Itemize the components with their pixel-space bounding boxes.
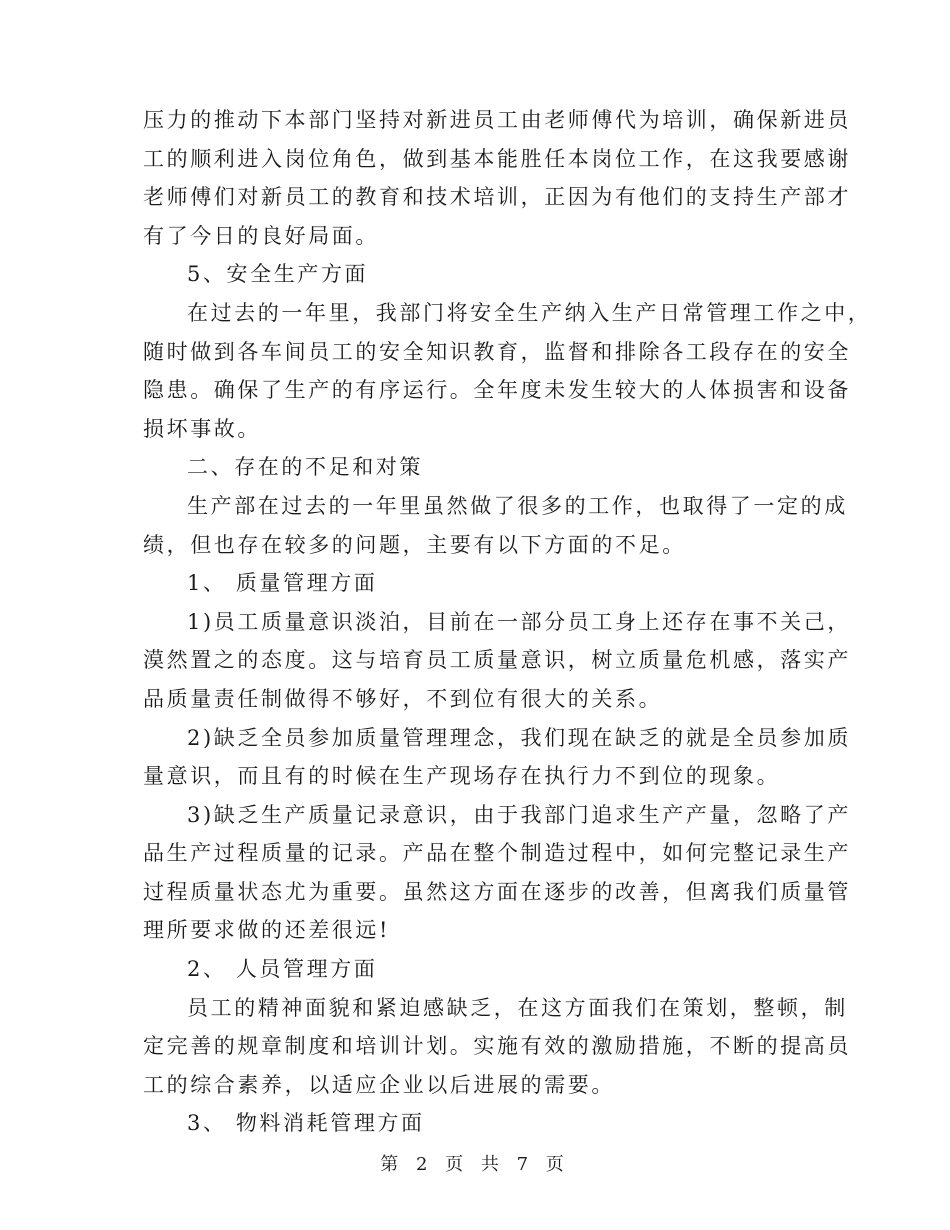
- document-body: [143, 101, 872, 1143]
- text-line: 1)员工质量意识淡泊，目前在一部分员工身上还存在事不关己，: [187, 609, 851, 634]
- text-line: 二、存在的不足和对策: [187, 455, 423, 480]
- text-line: 理所要求做的还差很远!: [143, 918, 391, 943]
- text-line: 漠然置之的态度。这与培育员工质量意识，树立质量危机感，落实产: [143, 648, 851, 673]
- text-line: 5、安全生产方面: [187, 262, 369, 287]
- page-number-footer: 第 2 页 共 7 页: [380, 1154, 570, 1175]
- text-line: 品生产过程质量的记录。产品在整个制造过程中，如何完整记录生产: [143, 841, 851, 866]
- text-line: 在过去的一年里，我部门将安全生产纳入生产日常管理工作之中，: [187, 300, 872, 325]
- text-line: 随时做到各车间员工的安全知识教育，监督和排除各工段存在的安全: [143, 339, 851, 364]
- text-line: 2)缺乏全员参加质量管理理念，我们现在缺乏的就是全员参加质: [187, 725, 851, 750]
- text-line: 损坏事故。: [143, 416, 261, 441]
- text-line: 工的综合素养，以适应企业以后进展的需要。: [143, 1072, 615, 1097]
- text-line: 3、 物料消耗管理方面: [187, 1111, 425, 1136]
- text-line: 老师傅们对新员工的教育和技术培训，正因为有他们的支持生产部才: [143, 185, 851, 210]
- text-line: 3)缺乏生产质量记录意识，由于我部门追求生产产量，忽略了产: [187, 802, 851, 827]
- text-line: 隐患。确保了生产的有序运行。全年度未发生较大的人体损害和设备: [143, 378, 851, 403]
- text-line: 定完善的规章制度和培训计划。实施有效的激励措施，不断的提高员: [143, 1034, 851, 1059]
- text-line: 品质量责任制做得不够好，不到位有很大的关系。: [143, 686, 663, 711]
- text-line: 压力的推动下本部门坚持对新进员工由老师傅代为培训，确保新进员: [143, 108, 851, 132]
- text-line: 绩，但也存在较多的问题，主要有以下方面的不足。: [143, 532, 686, 557]
- text-line: 2、 人员管理方面: [187, 957, 378, 982]
- text-line: 有了今日的良好局面。: [143, 223, 379, 248]
- text-line: 过程质量状态尤为重要。虽然这方面在逐步的改善，但离我们质量管: [143, 879, 851, 904]
- text-line: 量意识，而且有的时候在生产现场存在执行力不到位的现象。: [143, 764, 781, 789]
- text-line: 工的顺利进入岗位角色，做到基本能胜任本岗位工作，在这我要感谢: [143, 146, 851, 171]
- text-line: 生产部在过去的一年里虽然做了很多的工作，也取得了一定的成: [187, 493, 848, 518]
- text-line: 1、 质量管理方面: [187, 571, 378, 596]
- text-line: 员工的精神面貌和紧迫感缺乏，在这方面我们在策划，整顿，制: [187, 995, 848, 1020]
